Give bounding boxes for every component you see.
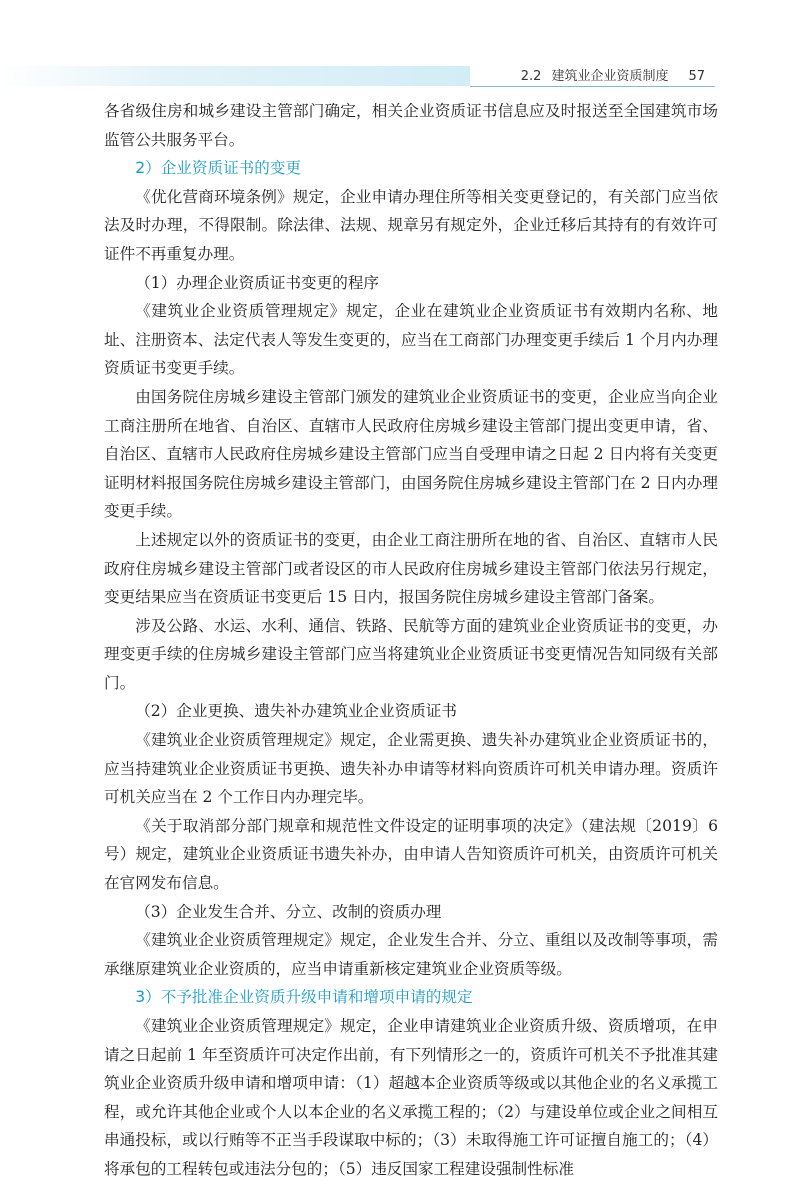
subsection-heading: （1）办理企业资质证书变更的程序 — [135, 273, 380, 292]
paragraph: 《建筑业企业资质管理规定》规定，企业发生合并、分立、重组以及改制等事项，需承继原建筑业企业资质的，应当申请重新核定建筑业企业资质等级。 — [104, 931, 718, 978]
section-heading: 3）不予批准企业资质升级申请和增项申请的规定 — [135, 988, 473, 1007]
paragraph: 《建筑业企业资质管理规定》规定，企业申请建筑业企业资质升级、资质增项，在申请之日起前 1 年至资质许可决定作出前，有下列情形之一的，资质许可机关不予批准其建筑业企业资质升级申请和增项申请：（1）超越本企业资质等级或以其他企业的名义承揽工程，或允许其他企业或个人以本企业的名义承揽工程的；（2）与建设单位或企业之间相互串通投标，或以行贿等不正当手段谋取中标的；（3）未取得施工许可证擅自施工的；（4）将承包的工程转包或违法分包的；（5）违反国家工程建设强制性标准 — [104, 1017, 718, 1178]
paragraph: 各省级住房和城乡建设主管部门确定，相关企业资质证书信息应及时报送至全国建筑市场监管公共服务平台。 — [104, 102, 718, 149]
paragraph: 由国务院住房城乡建设主管部门颁发的建筑业企业资质证书的变更，企业应当向企业工商注册所在地省、自治区、直辖市人民政府住房城乡建设主管部门提出变更申请，省、自治区、直辖市人民政府住房城乡建设主管部门应当自受理申请之日起 2 日内将有关变更证明材料报国务院住房城乡建设主管部门，由国务院住房城乡建设主管部门在 2 日内办理变更手续。 — [104, 387, 718, 521]
section-number: 2.2 — [520, 69, 542, 84]
running-header — [521, 67, 705, 87]
paragraph: 《关于取消部分部门规章和规范性文件设定的证明事项的决定》（建法规〔2019〕6 号）规定，建筑业企业资质证书遗失补办，由申请人告知资质许可机关，由资质许可机关在官网发布信息。 — [104, 816, 718, 893]
header-accent-bar — [0, 66, 470, 86]
paragraph: 上述规定以外的资质证书的变更，由企业工商注册所在地的省、自治区、直辖市人民政府住房城乡建设主管部门或者设区的市人民政府住房城乡建设主管部门依法另行规定，变更结果应当在资质证书变更后 15 日内，报国务院住房城乡建设主管部门备案。 — [104, 530, 718, 607]
header-rule — [470, 86, 715, 87]
paragraph: 《建筑业企业资质管理规定》规定，企业需更换、遗失补办建筑业企业资质证书的，应当持建筑业企业资质证书更换、遗失补办申请等材料向资质许可机关申请办理。资质许可机关应当在 2 个工作日内办理完毕。 — [104, 731, 718, 807]
subsection-heading: （2）企业更换、遗失补办建筑业企业资质证书 — [135, 702, 457, 721]
paragraph: 涉及公路、水运、水利、通信、铁路、民航等方面的建筑业企业资质证书的变更，办理变更手续的住房城乡建设主管部门应当将建筑业企业资质证书变更情况告知同级有关部门。 — [104, 616, 718, 692]
section-title: 建筑业企业资质制度 — [551, 69, 669, 84]
section-heading: 2）企业资质证书的变更 — [135, 159, 302, 178]
subsection-heading: （3）企业发生合并、分立、改制的资质办理 — [135, 902, 442, 921]
page-body — [104, 97, 718, 1184]
page-number: 57 — [688, 69, 705, 84]
paragraph: 《优化营商环境条例》规定，企业申请办理住所等相关变更登记的，有关部门应当依法及时办理，不得限制。除法律、法规、规章另有规定外，企业迁移后其持有的有效许可证件不再重复办理。 — [104, 187, 718, 263]
paragraph: 《建筑业企业资质管理规定》规定，企业在建筑业企业资质证书有效期内名称、地址、注册资本、法定代表人等发生变更的，应当在工商部门办理变更手续后 1 个月内办理资质证书变更手续。 — [104, 302, 718, 378]
